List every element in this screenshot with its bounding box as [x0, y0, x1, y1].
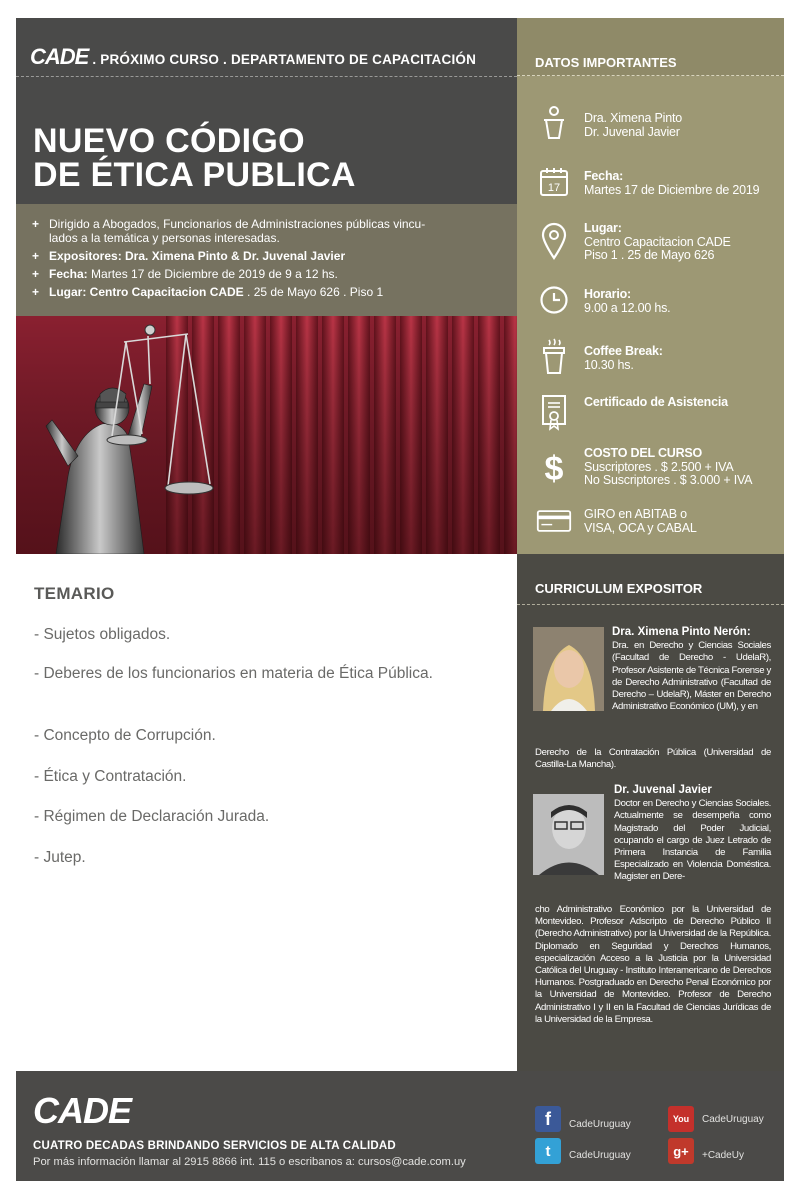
cv-text-juvenal-2: cho Administrativo Económico por la Universidad de Montevideo. Profesor Adscripto de Derecho Público II (Derecho Administrativo) por la Universidad de la República. Diplomado en Seguridad y Derechos Humanos, especialización Acceso a la Justicia por la Universidad Católica del Uruguay - Instituto Interamericano de Derechos Humanos. Postgraduado en Derecho Penal Económico por la Universidad de Montevideo. Profesor de Derecho Administrativo I y II en la Facultad de Ciencias Jurídicas de la Universidad de la Empresa. — [535, 904, 771, 1025]
twitter-label: CadeUruguay — [569, 1149, 631, 1161]
twitter-link[interactable] — [535, 1138, 631, 1164]
speaker-1: Dra. Ximena Pinto — [584, 111, 683, 125]
datos-horario — [536, 285, 670, 315]
footer-slogan: CUATRO DECADAS BRINDANDO SERVICIOS DE ALTA CALIDAD — [33, 1140, 396, 1152]
datos-speakers — [536, 106, 682, 140]
info-row-audience — [32, 217, 505, 245]
horario-title: Horario: — [584, 287, 632, 301]
lugar-value-1: Centro Capacitacion CADE — [584, 234, 731, 249]
course-line: . PRÓXIMO CURSO . DEPARTAMENTO DE CAPACITACIÓN — [92, 52, 477, 67]
calendar-icon — [536, 166, 572, 198]
footer-cade-logo: CADE — [33, 1090, 132, 1131]
facebook-link[interactable] — [535, 1106, 631, 1132]
info-row-expositores — [32, 249, 505, 263]
title-line-1: NUEVO CÓDIGO — [33, 122, 305, 160]
footer-contact: Por más información llamar al 2915 8866 int. 115 o escribanos a: cursos@cade.com.uy — [33, 1156, 466, 1168]
plus-icon: + — [32, 285, 40, 299]
avatar-juvenal — [533, 794, 604, 875]
fecha-label: Fecha: — [49, 267, 88, 281]
googleplus-label: +CadeUy — [702, 1149, 744, 1161]
facebook-label: CadeUruguay — [569, 1118, 631, 1130]
datos-costo — [536, 447, 752, 491]
giro-line-1: GIRO en ABITAB o — [584, 507, 687, 521]
certificate-icon — [536, 393, 572, 431]
cv-text-ximena: Dra. en Derecho y Ciencias Sociales (Facultad de Derecho - UdelaR), Profesor Asistente de Técnica Forense y de Derecho Administrativo (Facultad de Derecho – UdelaR), Máster en Derecho Administrativo Económico (UM), y en — [612, 640, 771, 713]
temario-title: TEMARIO — [34, 584, 115, 603]
datos-lugar — [536, 222, 731, 263]
plus-icon: + — [32, 217, 40, 231]
temario-item: - Ética y Contratación. — [34, 768, 187, 785]
datos-pago — [536, 507, 697, 535]
coffee-value: 10.30 hs. — [584, 357, 634, 372]
facebook-icon: f — [535, 1106, 561, 1132]
speaker-2: Dr. Juvenal Javier — [584, 124, 680, 139]
credit-card-icon — [536, 507, 572, 535]
plus-icon: + — [32, 267, 40, 281]
lugar-value-2: Piso 1 . 25 de Mayo 626 — [584, 248, 715, 262]
clock-icon — [536, 285, 572, 315]
cv-name-juvenal: Dr. Juvenal Javier — [614, 784, 712, 796]
temario-item: - Concepto de Corrupción. — [34, 727, 216, 744]
costo-suscriptores: Suscriptores . $ 2.500 + IVA — [584, 459, 734, 474]
lugar-title: Lugar: — [584, 221, 622, 235]
justice-photo — [16, 316, 517, 554]
horario-value: 9.00 a 12.00 hs. — [584, 300, 671, 315]
youtube-icon: You — [668, 1106, 694, 1132]
costo-title: COSTO DEL CURSO — [584, 446, 703, 460]
temario-item: - Sujetos obligados. — [34, 626, 171, 643]
audience-text-2: lados a la temática y personas interesadas. — [49, 231, 280, 245]
giro-line-2: VISA, OCA y CABAL — [584, 520, 697, 535]
twitter-icon: t — [535, 1138, 561, 1164]
datos-certificado — [536, 393, 728, 431]
info-row-fecha — [32, 267, 505, 281]
title-line-2: DE ÉTICA PUBLICA — [33, 156, 356, 194]
googleplus-link[interactable] — [668, 1138, 744, 1164]
temario-item: - Régimen de Declaración Jurada. — [34, 808, 270, 825]
info-row-lugar — [32, 285, 505, 299]
expositores-text: Expositores: Dra. Ximena Pinto & Dr. Juvenal Javier — [49, 249, 346, 263]
audience-text: Dirigido a Abogados, Funcionarios de Administraciones públicas vincu- — [49, 217, 426, 231]
googleplus-icon: g+ — [668, 1138, 694, 1164]
certificado-text: Certificado de Asistencia — [584, 395, 728, 409]
temario-item: - Jutep. — [34, 849, 86, 866]
fecha-value: Martes 17 de Diciembre de 2019 — [584, 182, 760, 197]
datos-title: DATOS IMPORTANTES — [517, 18, 784, 76]
cv-text-ximena-2: Derecho de la Contratación Pública (Universidad de Castilla-La Mancha). — [535, 747, 771, 771]
justice-statue-illustration — [16, 316, 517, 554]
plus-icon: + — [32, 249, 40, 263]
temario-item: - Deberes de los funcionarios en materia de Ética Pública. — [34, 665, 433, 682]
coffee-cup-icon — [536, 337, 572, 375]
speaker-podium-icon — [536, 106, 572, 140]
youtube-link[interactable] — [668, 1106, 764, 1132]
lugar-label: Lugar: Centro Capacitacion CADE — [49, 285, 244, 299]
dollar-icon: $ — [544, 450, 564, 488]
cade-logo: CADE — [30, 44, 89, 69]
avatar-ximena — [533, 627, 604, 711]
cv-name-ximena: Dra. Ximena Pinto Nerón: — [612, 626, 751, 638]
calendar-day: 17 — [547, 182, 561, 194]
coffee-title: Coffee Break: — [584, 344, 663, 358]
lugar-value: . 25 de Mayo 626 . Piso 1 — [243, 285, 384, 299]
curriculum-title: CURRICULUM EXPOSITOR — [517, 581, 784, 605]
youtube-label: CadeUruguay — [702, 1113, 764, 1125]
datos-coffee — [536, 337, 663, 375]
fecha-value: Martes 17 de Diciembre de 2019 de 9 a 12 hs. — [87, 267, 338, 281]
costo-no-suscriptores: No Suscriptores . $ 3.000 + IVA — [584, 473, 753, 487]
info-band — [16, 204, 517, 316]
cv-text-juvenal: Doctor en Derecho y Ciencias Sociales. Actualmente se desempeña como Magistrado del Poder Judicial, ocupando el cargo de Juez Letrado de Primera Instancia de Familia Especializado en Violencia Doméstica. Magister en Dere- — [614, 798, 771, 883]
fecha-title: Fecha: — [584, 169, 624, 183]
header-course-bar — [16, 44, 517, 77]
location-pin-icon — [536, 222, 572, 263]
course-title — [33, 124, 356, 192]
datos-fecha — [536, 166, 759, 198]
